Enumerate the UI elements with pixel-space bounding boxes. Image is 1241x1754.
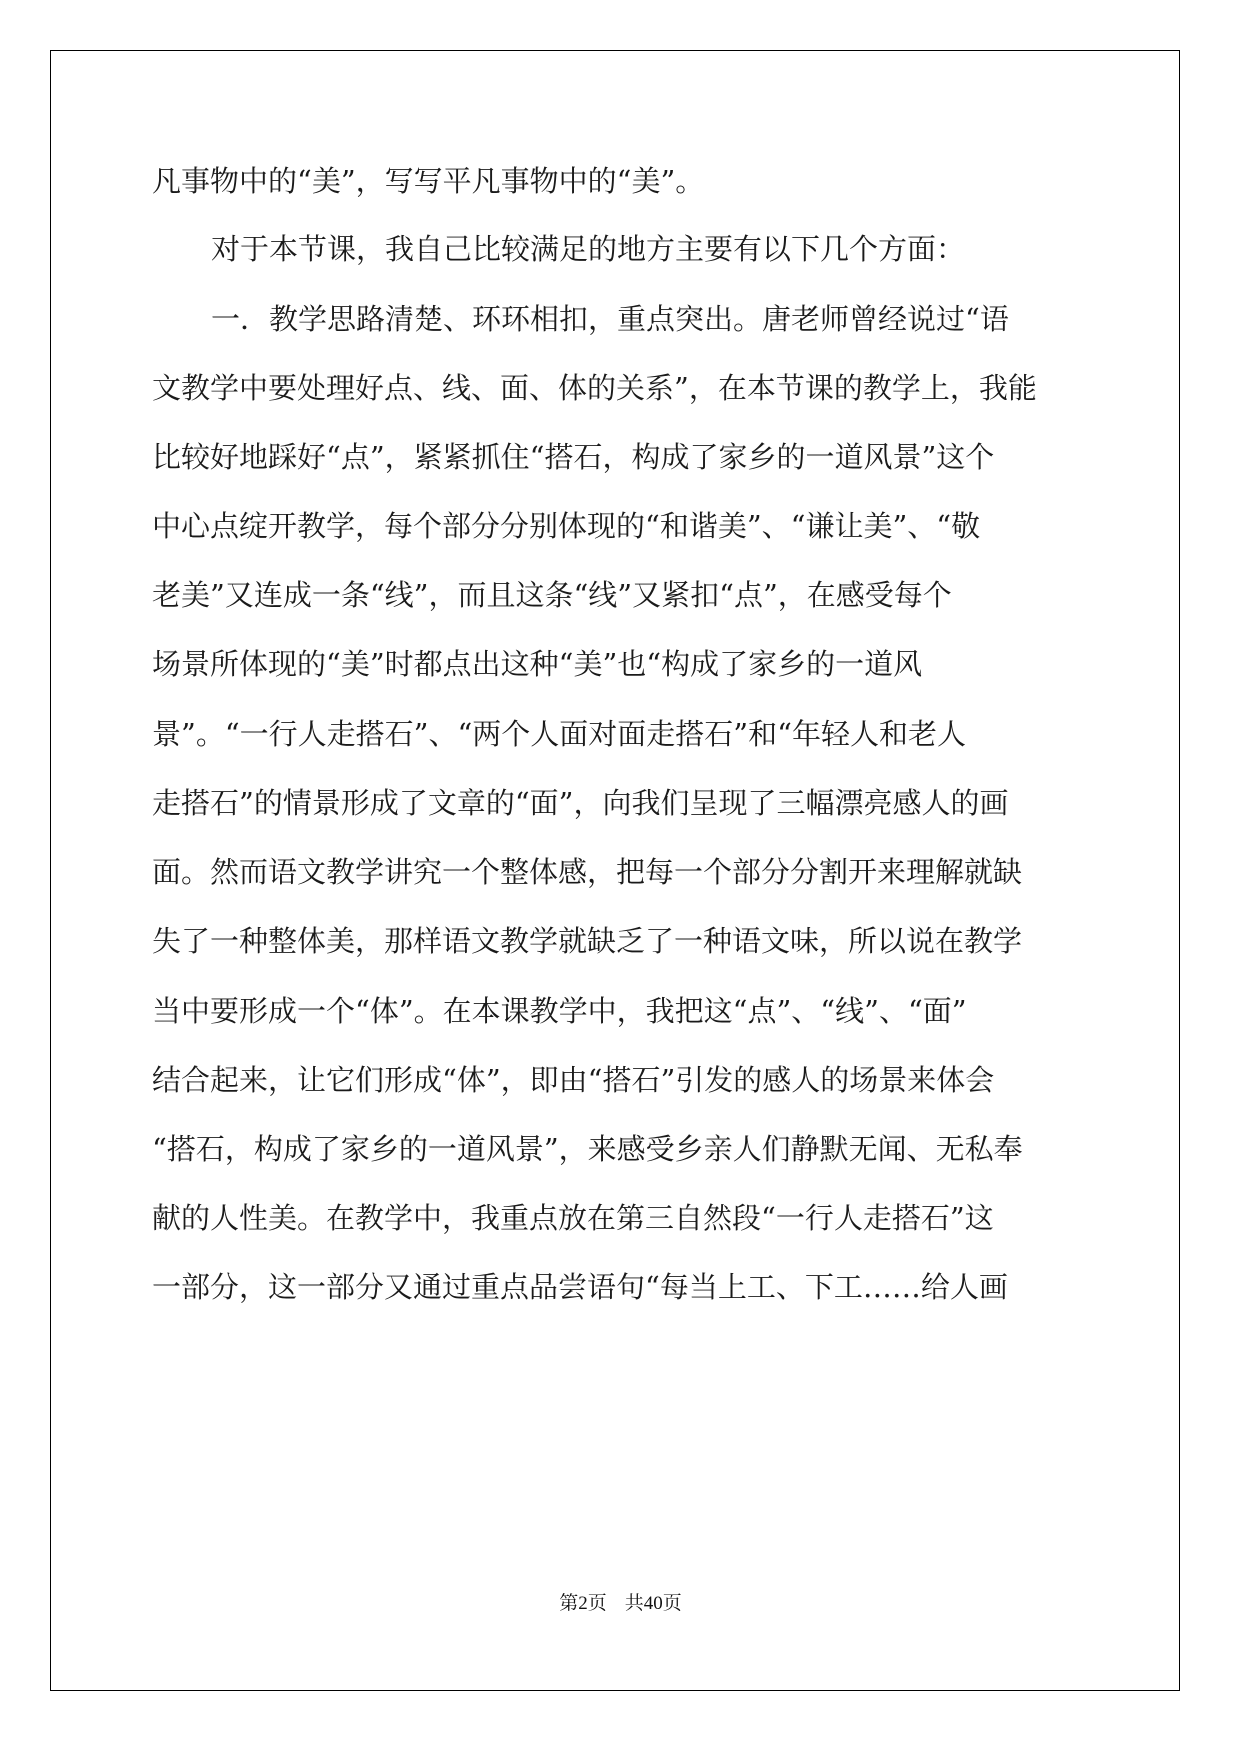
text-line: 场景所体现的“美”时都点出这种“美”也“构成了家乡的一道风 (152, 647, 923, 681)
text-line: 中心点绽开教学，每个部分分别体现的“和谐美”、“谦让美”、“敬 (152, 509, 981, 543)
text-line: 比较好地踩好“点”，紧紧抓住“搭石，构成了家乡的一道风景”这个 (152, 440, 995, 474)
text-line: 走搭石”的情景形成了文章的“面”，向我们呈现了三幅漂亮感人的画 (152, 786, 1009, 820)
text-line: 结合起来，让它们形成“体”，即由“搭石”引发的感人的场景来体会 (152, 1063, 995, 1097)
text-line: 面。然而语文教学讲究一个整体感，把每一个部分分割开来理解就缺 (152, 855, 1023, 889)
text-line: 失了一种整体美，那样语文教学就缺乏了一种语文味，所以说在教学 (152, 924, 1023, 958)
page-total: 共40页 (624, 1593, 682, 1614)
text-line: 文教学中要处理好点、线、面、体的关系”，在本节课的教学上，我能 (152, 371, 1037, 405)
text-line: 景”。“一行人走搭石”、“两个人面对面走搭石”和“年轻人和老人 (152, 717, 966, 751)
page-footer (0, 1588, 1241, 1615)
text-line: “搭石，构成了家乡的一道风景”，来感受乡亲人们静默无闻、无私奉 (152, 1132, 1023, 1166)
text-line: 凡事物中的“美”，写写平凡事物中的“美”。 (152, 164, 705, 198)
text-line: 当中要形成一个“体”。在本课教学中，我把这“点”、“线”、“面” (152, 994, 967, 1028)
text-line: 献的人性美。在教学中，我重点放在第三自然段“一行人走搭石”这 (152, 1201, 994, 1235)
text-line: 对于本节课，我自己比较满足的地方主要有以下几个方面： (211, 232, 966, 266)
text-line: 老美”又连成一条“线”，而且这条“线”又紧扣“点”，在感受每个 (152, 578, 952, 612)
page-number: 第2页 (559, 1593, 607, 1614)
text-line: 一．教学思路清楚、环环相扣，重点突出。唐老师曾经说过“语 (211, 302, 1009, 336)
text-line: 一部分，这一部分又通过重点品尝语句“每当上工、下工……给人画 (152, 1270, 1008, 1304)
